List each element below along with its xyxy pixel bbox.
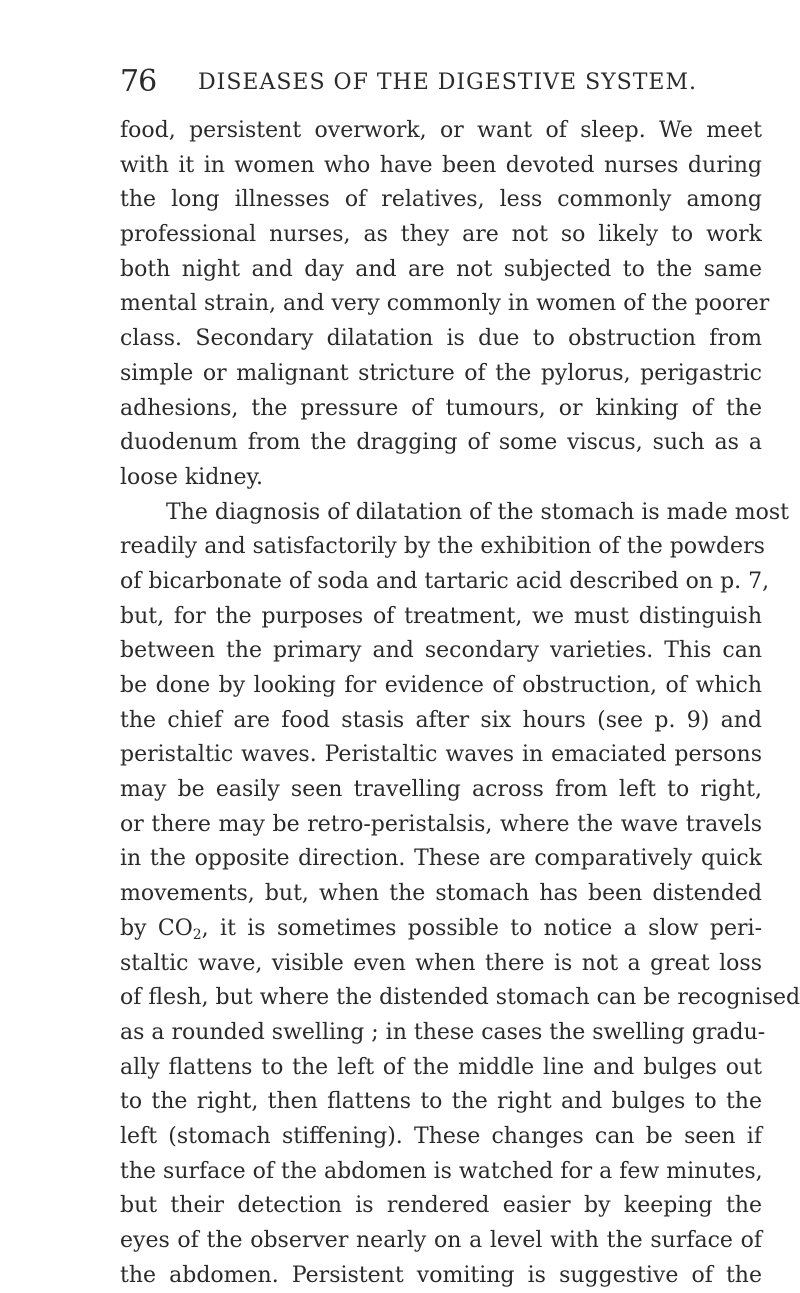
text-line: ally flattens to the left of the middle line and bulges out [120, 1054, 762, 1080]
text-line: class. Secondary dilatation is due to obstruction from [120, 326, 762, 352]
text-line: of bicarbonate of soda and tartaric acid described on p. 7, [120, 568, 770, 594]
text-line: eyes of the observer nearly on a level with the surface of [120, 1228, 762, 1253]
text-line: to the right, then flattens to the right and bulges to the [120, 1089, 762, 1115]
text-line: between the primary and secondary varieties. This can [120, 638, 762, 664]
text-line: simple or malignant stricture of the pylorus, perigastric [120, 360, 762, 386]
subscript: 2 [192, 926, 202, 943]
body-text [120, 114, 800, 1293]
text-line-co2 [120, 912, 762, 947]
text-line: the long illnesses of relatives, less commonly among [120, 187, 762, 213]
text-line: loose kidney. [120, 464, 263, 490]
text-line: of flesh, but where the distended stomach can be recognised [120, 985, 800, 1011]
running-head: DISEASES OF THE DIGESTIVE SYSTEM. [198, 70, 698, 95]
text-line: duodenum from the dragging of some viscus, such as a [120, 430, 762, 456]
text-segment: , it is sometimes possible to notice a slow peri- [201, 915, 762, 941]
text-line: but their detection is rendered easier by keeping the [120, 1193, 762, 1219]
text-line: staltic wave, visible even when there is not a great loss [120, 950, 762, 976]
text-line: movements, but, when the stomach has been distended [120, 881, 762, 907]
text-line: the chief are food stasis after six hours (see p. 9) and [120, 707, 762, 733]
text-line: peristaltic waves. Peristaltic waves in emaciated persons [120, 742, 762, 768]
text-segment: by CO [120, 915, 193, 941]
text-line: with it in women who have been devoted nurses during [120, 152, 762, 178]
text-line: be done by looking for evidence of obstruction, of which [120, 673, 762, 698]
page-header [120, 64, 760, 104]
text-line: both night and day and are not subjected to the same [120, 256, 762, 282]
page-number: 76 [120, 64, 157, 99]
text-line: the surface of the abdomen is watched for a few minutes, [120, 1158, 763, 1184]
text-line: The diagnosis of dilatation of the stomach is made most [166, 499, 789, 525]
text-line: may be easily seen travelling across from left to right, [120, 777, 762, 803]
text-line: readily and satisfactorily by the exhibition of the powders [120, 534, 765, 560]
text-line: as a rounded swelling ; in these cases the swelling gradu- [120, 1019, 766, 1045]
text-line: left (stomach stiffening). These changes can be seen if [120, 1123, 762, 1149]
text-line: food, persistent overwork, or want of sleep. We meet [120, 118, 762, 143]
text-line: professional nurses, as they are not so likely to work [120, 222, 762, 248]
text-line: adhesions, the pressure of tumours, or kinking of the [120, 395, 762, 421]
text-line: but, for the purposes of treatment, we must distinguish [120, 603, 762, 629]
text-line: mental strain, and very commonly in women of the poorer [120, 291, 770, 317]
text-line: the abdomen. Persistent vomiting is suggestive of the [120, 1262, 762, 1288]
text-line: in the opposite direction. These are comparatively quick [120, 846, 762, 872]
text-line: or there may be retro-peristalsis, where the wave travels [120, 811, 762, 837]
